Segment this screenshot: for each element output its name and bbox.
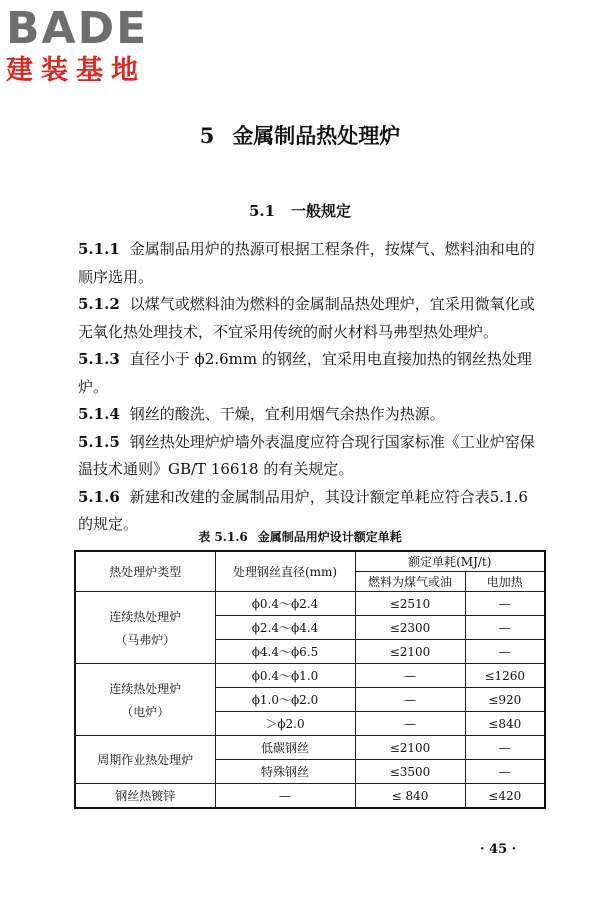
- clause: [78, 236, 542, 291]
- cell-furnace-type: [75, 664, 215, 736]
- cell-diameter: 特殊钢丝: [215, 760, 355, 784]
- furnace-type-line: （马弗炉）: [115, 632, 176, 647]
- table-title: 金属制品用炉设计额定单耗: [257, 530, 402, 544]
- cell-gas-consumption: ≤3500: [355, 760, 465, 784]
- section-title: 一般规定: [291, 202, 352, 220]
- clause: [78, 346, 542, 401]
- cell-electric-consumption: —: [465, 592, 545, 616]
- section-number: 5.1: [248, 202, 276, 220]
- cell-diameter: ϕ2.4～ϕ4.4: [215, 616, 355, 640]
- clause: [78, 291, 542, 346]
- furnace-type-line: 连续热处理炉: [109, 609, 182, 624]
- cell-diameter: —: [215, 784, 355, 809]
- furnace-type-line: （电炉）: [121, 704, 170, 719]
- clause-number: 5.1.2: [78, 295, 120, 313]
- header-gas: 燃料为煤气或油: [355, 572, 465, 592]
- header-consumption: 额定单耗(MJ/t): [355, 551, 545, 572]
- clauses: [78, 236, 542, 539]
- chapter-title: 金属制品热处理炉: [232, 123, 401, 148]
- table-row: [75, 592, 545, 616]
- header-electric: 电加热: [465, 572, 545, 592]
- cell-electric-consumption: —: [465, 760, 545, 784]
- cell-diameter: ϕ4.4～ϕ6.5: [215, 640, 355, 664]
- cell-diameter: ϕ1.0～ϕ2.0: [215, 688, 355, 712]
- cell-furnace-type: [75, 736, 215, 784]
- clause: [78, 429, 542, 484]
- logo-wordmark: BADE: [6, 3, 149, 54]
- furnace-type-line: 钢丝热镀锌: [115, 789, 176, 803]
- logo: [6, 3, 176, 88]
- table-row: [75, 784, 545, 809]
- cell-gas-consumption: —: [355, 664, 465, 688]
- cell-gas-consumption: ≤2300: [355, 616, 465, 640]
- cell-gas-consumption: ≤2100: [355, 640, 465, 664]
- clause-number: 5.1.3: [78, 350, 120, 368]
- cell-gas-consumption: ≤2510: [355, 592, 465, 616]
- cell-gas-consumption: —: [355, 688, 465, 712]
- clause-text: 新建和改建的金属制品用炉，其设计额定单耗应符合表5.1.6 的规定。: [78, 487, 528, 533]
- header-type: 热处理炉类型: [75, 551, 215, 592]
- table-body: [75, 592, 545, 809]
- cell-diameter: ＞ϕ2.0: [215, 712, 355, 736]
- clause-number: 5.1.1: [78, 240, 120, 258]
- page-number: · 45 ·: [480, 842, 517, 857]
- chapter-heading: [0, 120, 600, 150]
- clause-number: 5.1.6: [78, 487, 120, 506]
- cell-electric-consumption: —: [465, 736, 545, 760]
- clause-text: 钢丝的酸洗、干燥，宜利用烟气余热作为热源。: [129, 405, 445, 423]
- section-heading: [0, 200, 600, 221]
- cell-furnace-type: [75, 784, 215, 809]
- cell-electric-consumption: ≤920: [465, 688, 545, 712]
- clause-text: 金属制品用炉的热源可根据工程条件，按煤气、燃料油和电的顺序选用。: [78, 240, 535, 286]
- cell-gas-consumption: —: [355, 712, 465, 736]
- cell-diameter: ϕ0.4～ϕ1.0: [215, 664, 355, 688]
- cell-electric-consumption: —: [465, 640, 545, 664]
- cell-diameter: 低碳钢丝: [215, 736, 355, 760]
- table-header-row: [75, 551, 545, 572]
- clause-text: 钢丝热处理炉炉墙外表温度应符合现行国家标准《工业炉窑保温技术通则》GB/T 16618 的有关规定。: [78, 432, 535, 478]
- cell-electric-consumption: ≤840: [465, 712, 545, 736]
- table-caption: [0, 528, 600, 545]
- furnace-type-line: 连续热处理炉: [109, 681, 182, 696]
- cell-electric-consumption: —: [465, 616, 545, 640]
- table-row: [75, 736, 545, 760]
- clause-number: 5.1.4: [78, 405, 120, 423]
- cell-furnace-type: [75, 592, 215, 664]
- clause-number: 5.1.5: [78, 432, 120, 451]
- cell-gas-consumption: ≤2100: [355, 736, 465, 760]
- cell-electric-consumption: ≤1260: [465, 664, 545, 688]
- table-row: [75, 664, 545, 688]
- clause: [78, 401, 542, 429]
- clause-text: 以煤气或燃料油为燃料的金属制品热处理炉，宜采用微氧化或无氧化热处理技术，不宜采用传统的耐火材料马弗型热处理炉。: [78, 295, 535, 341]
- header-diameter: 处理钢丝直径(mm): [215, 551, 355, 592]
- furnace-type-line: 周期作业热处理炉: [97, 753, 194, 767]
- consumption-table: [74, 550, 546, 809]
- table-number: 表 5.1.6: [198, 530, 248, 544]
- clause-text: 直径小于 ϕ2.6mm 的钢丝，宜采用电直接加热的钢丝热处理炉。: [78, 350, 532, 396]
- cell-diameter: ϕ0.4～ϕ2.4: [215, 592, 355, 616]
- chapter-number: 5: [199, 123, 215, 148]
- cell-electric-consumption: ≤420: [465, 784, 545, 809]
- logo-chinese-name: 建装基地: [6, 55, 146, 86]
- cell-gas-consumption: ≤ 840: [355, 784, 465, 809]
